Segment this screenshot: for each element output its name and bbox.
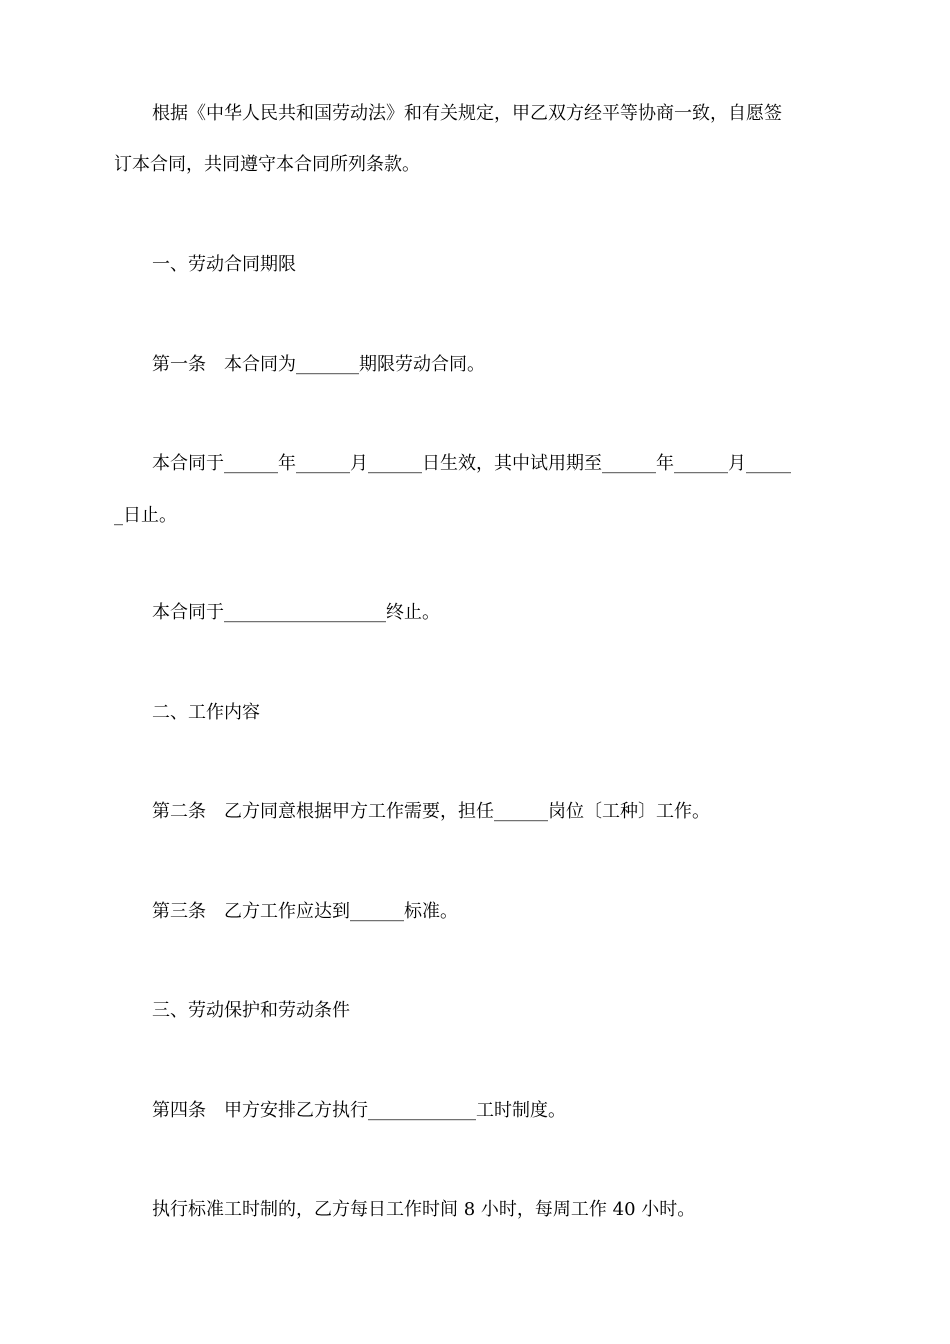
- effective-date-line-2: _日止。: [114, 505, 177, 526]
- section-heading-work: 二、工作内容: [152, 702, 260, 723]
- effective-date-line-1: 本合同于______年______月______日生效，其中试用期至______年______月_____: [152, 453, 791, 474]
- intro-paragraph-line-1: 根据《中华人民共和国劳动法》和有关规定，甲乙双方经平等协商一致，自愿签: [152, 103, 782, 124]
- section-heading-term: 一、劳动合同期限: [152, 254, 296, 275]
- working-hours-clause: 执行标准工时制的，乙方每日工作时间 8 小时，每周工作 40 小时。: [152, 1199, 696, 1220]
- termination-clause: 本合同于__________________终止。: [152, 602, 440, 623]
- section-heading-protection: 三、劳动保护和劳动条件: [152, 1000, 350, 1021]
- article-1: 第一条 本合同为_______期限劳动合同。: [152, 354, 485, 375]
- article-3: 第三条 乙方工作应达到______标准。: [152, 901, 458, 922]
- intro-paragraph-line-2: 订本合同，共同遵守本合同所列条款。: [114, 154, 420, 175]
- article-4: 第四条 甲方安排乙方执行____________工时制度。: [152, 1100, 566, 1121]
- article-2: 第二条 乙方同意根据甲方工作需要，担任______岗位〔工种〕工作。: [152, 801, 710, 822]
